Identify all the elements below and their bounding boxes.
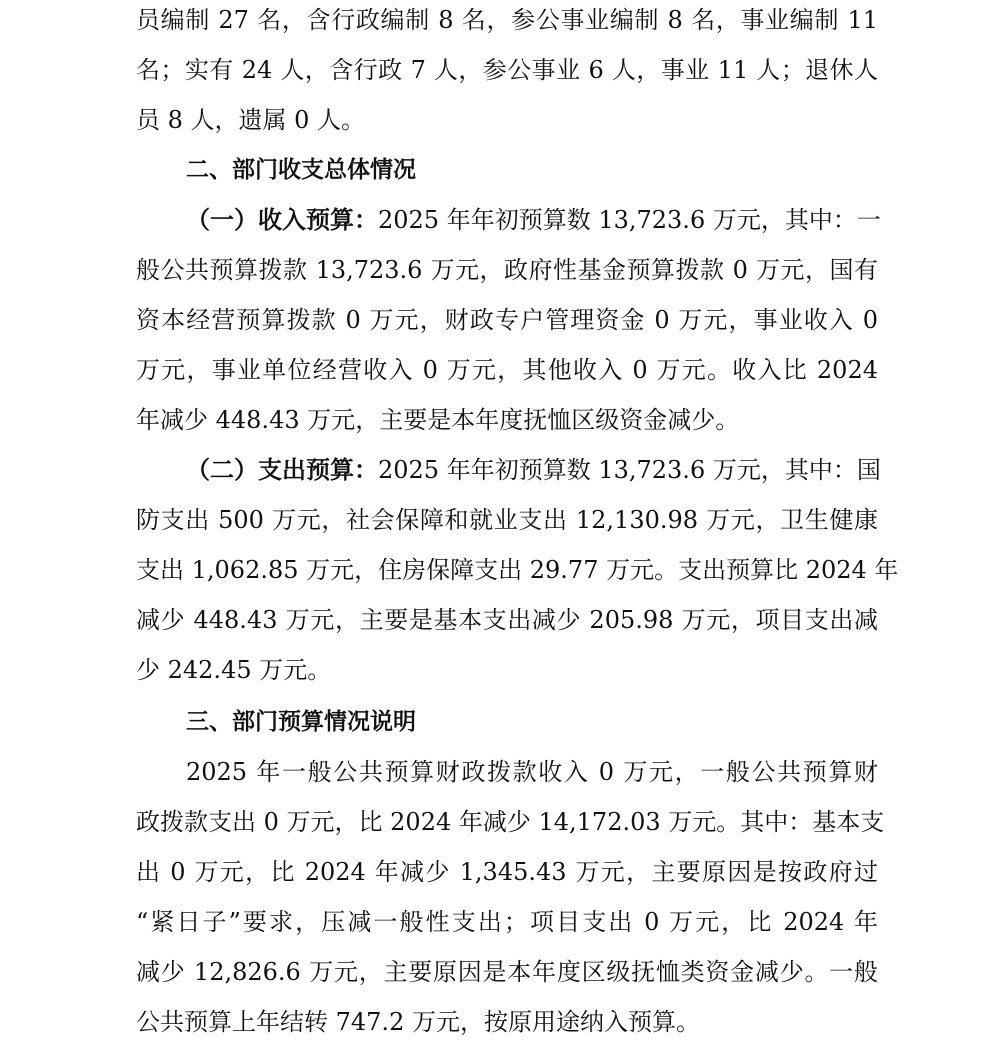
paragraph-line [186, 200, 881, 240]
paragraph-line: 少 242.45 万元。 [136, 656, 332, 684]
subsection-label: （二）支出预算： [186, 456, 378, 484]
paragraph-line: 名；实有 24 人，含行政 7 人，参公事业 6 人，事业 11 人；退休人 [136, 56, 878, 84]
section-heading: 二、部门收支总体情况 [186, 157, 416, 183]
section-heading: 三、部门预算情况说明 [186, 709, 416, 735]
paragraph-line: 般公共预算拨款 13,723.6 万元，政府性基金预算拨款 0 万元，国有 [136, 256, 878, 284]
paragraph-line: 员 8 人，遗属 0 人。 [136, 106, 366, 134]
paragraph-line: 万元，事业单位经营收入 0 万元，其他收入 0 万元。收入比 2024 [136, 356, 878, 384]
paragraph-line: 出 0 万元，比 2024 年减少 1,345.43 万元，主要原因是按政府过 [136, 858, 878, 886]
paragraph-line: 公共预算上年结转 747.2 万元，按原用途纳入预算。 [136, 1008, 700, 1036]
paragraph-line: 减少 448.43 万元，主要是基本支出减少 205.98 万元，项目支出减 [136, 606, 878, 634]
paragraph-line: 支出 1,062.85 万元，住房保障支出 29.77 万元。支出预算比 2024 年 [136, 556, 899, 584]
paragraph-line [186, 450, 881, 490]
paragraph-line: 减少 12,826.6 万元，主要原因是本年度区级抚恤类资金减少。一般 [136, 958, 878, 986]
subsection-label: （一）收入预算： [186, 206, 378, 234]
paragraph-line: 资本经营预算拨款 0 万元，财政专户管理资金 0 万元，事业收入 0 [136, 306, 878, 334]
paragraph-text: 2025 年年初预算数 13,723.6 万元，其中：一 [378, 206, 881, 234]
paragraph-line: 2025 年一般公共预算财政拨款收入 0 万元，一般公共预算财 [186, 758, 878, 786]
paragraph-line: 政拨款支出 0 万元，比 2024 年减少 14,172.03 万元。其中：基本支 [136, 808, 885, 836]
document-page [136, 0, 899, 1043]
paragraph-line: “紧日子”要求，压减一般性支出；项目支出 0 万元，比 2024 年 [136, 908, 878, 936]
paragraph-line: 员编制 27 名，含行政编制 8 名，参公事业编制 8 名，事业编制 11 [136, 6, 878, 34]
paragraph-line: 防支出 500 万元，社会保障和就业支出 12,130.98 万元，卫生健康 [136, 506, 878, 534]
paragraph-line: 年减少 448.43 万元，主要是本年度抚恤区级资金减少。 [136, 406, 740, 434]
paragraph-text: 2025 年年初预算数 13,723.6 万元，其中：国 [378, 456, 881, 484]
